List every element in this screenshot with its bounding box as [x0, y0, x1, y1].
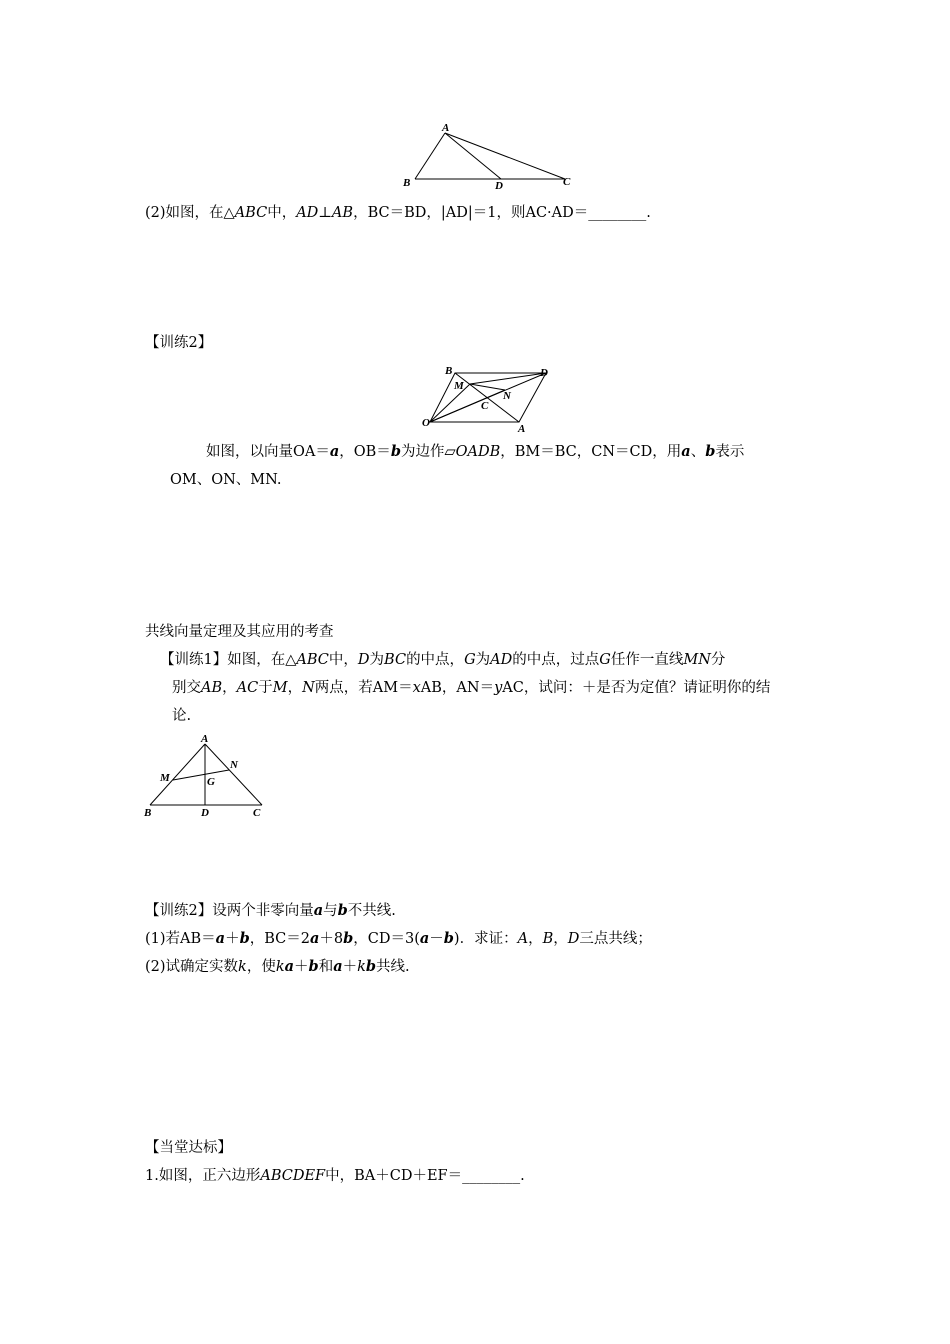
vector-b: b — [390, 443, 401, 460]
tr2b-a: a — [313, 902, 324, 919]
q2-text-3: ，BC＝BD，|AD|＝1，则AC·AD＝________. — [353, 205, 651, 221]
i1-8: 三点共线； — [579, 931, 652, 947]
train1-line1 — [160, 651, 725, 669]
i2-a2: a — [333, 958, 343, 975]
i2-4: 和 — [318, 959, 334, 975]
segment-ac — [205, 744, 262, 805]
i1-c2: ， — [553, 931, 568, 947]
item1-line — [145, 930, 652, 948]
tr1-ac: AC — [236, 680, 259, 696]
i1-a1: a — [215, 930, 226, 947]
train2-body-line1 — [206, 443, 744, 461]
i1-a3: a — [419, 930, 430, 947]
tr1-g2: G — [599, 652, 611, 668]
item2-line — [145, 958, 410, 976]
parallelogram-symbol: ▱ — [444, 444, 456, 460]
tr1-l2e: 两点，若AM＝ — [314, 680, 413, 696]
train2b-head: 【训练2】 — [145, 903, 213, 919]
tr1-l2g: AC，试问：＋是否为定值？请证明你的结 — [502, 680, 771, 696]
tr1-6: 的中点，过点 — [512, 652, 600, 668]
label-m: M — [454, 380, 464, 392]
final-2: 中，BA＋CD＋EF＝________. — [325, 1168, 525, 1184]
tr1-5: 为 — [475, 652, 491, 668]
i1-7: )．求证： — [453, 931, 518, 947]
q2-perp: AD⊥AB — [296, 205, 354, 221]
tr1-y: y — [494, 680, 503, 696]
t2-text-5: 表示 — [715, 444, 745, 460]
label-n: N — [230, 759, 238, 771]
i1-b2: b — [343, 930, 354, 947]
tr2b-b: b — [337, 902, 348, 919]
label-c: C — [253, 807, 261, 819]
label-c: C — [563, 176, 571, 188]
i2-2: ，使 — [246, 959, 276, 975]
vector-a-2: a — [681, 443, 691, 460]
segment-om — [430, 384, 470, 422]
train1-line3: 论. — [172, 708, 192, 724]
segment-on — [430, 390, 505, 422]
final-hex: ABCDEF — [260, 1168, 326, 1184]
tr1-l2f: AB，AN＝ — [420, 680, 495, 696]
segment-ad — [445, 133, 501, 179]
train1-line2 — [172, 679, 770, 697]
triangle-abc-figure — [395, 120, 585, 192]
i1-c1: ， — [528, 931, 543, 947]
label-n: N — [503, 390, 511, 402]
segment-md — [470, 373, 546, 384]
q2-abc: ABC — [234, 205, 268, 221]
i2-1: (2)试确定实数 — [145, 959, 239, 975]
tr1-ad: AD — [490, 652, 513, 668]
tr1-abc: ABC — [296, 652, 329, 668]
label-b: B — [445, 365, 453, 377]
t2-text-4: ，BM＝BC，CN＝CD，用 — [500, 444, 682, 460]
dangtang-heading: 【当堂达标】 — [145, 1140, 232, 1156]
tr1-mn: MN — [683, 652, 711, 668]
i1-D: D — [567, 931, 580, 947]
label-a: A — [518, 423, 526, 435]
tr1-l2a: 别交 — [172, 680, 201, 696]
tr1-l2b: ， — [222, 680, 237, 696]
tr2b-1: 设两个非零向量 — [212, 903, 314, 919]
tr1-g: G — [464, 652, 476, 668]
i1-2: ＋ — [225, 931, 240, 947]
i2-k2: k — [275, 959, 285, 975]
section-title: 共线向量定理及其应用的考查 — [145, 624, 334, 640]
label-g: G — [207, 776, 215, 788]
tr1-2: 中， — [328, 652, 358, 668]
i1-a2: a — [309, 930, 320, 947]
tr2b-3: 不共线. — [347, 903, 396, 919]
i2-k1: k — [238, 959, 247, 975]
tr1-l2d: ， — [287, 680, 303, 696]
tr1-4: 的中点， — [406, 652, 465, 668]
i1-1: (1)若AB＝ — [145, 931, 216, 947]
i1-A: A — [517, 931, 529, 947]
i2-3: ＋ — [294, 959, 309, 975]
train1-head: 【训练1】 — [160, 652, 228, 668]
tr1-m: M — [272, 680, 288, 696]
triangle-mn-figure — [140, 730, 270, 822]
segment-mn — [173, 770, 229, 780]
tr1-l2c: 于 — [258, 680, 273, 696]
vector-b-2: b — [705, 443, 716, 460]
q2-text-1: (2)如图，在△ — [145, 205, 235, 221]
question-2 — [145, 204, 651, 222]
t2-sep: 、 — [690, 444, 706, 460]
label-b: B — [144, 807, 152, 819]
vector-a: a — [329, 443, 340, 460]
i2-a1: a — [284, 958, 295, 975]
segment-ab — [415, 133, 445, 179]
i2-b2: b — [365, 958, 377, 975]
i2-5: ＋ — [342, 959, 358, 975]
i2-b1: b — [308, 958, 319, 975]
tr1-1: 如图，在△ — [227, 652, 297, 668]
i1-6: － — [429, 931, 444, 947]
t2-text-1: 如图，以向量OA＝ — [206, 444, 330, 460]
label-o: O — [422, 417, 430, 429]
tr1-ab: AB — [201, 680, 223, 696]
label-a: A — [201, 733, 209, 745]
train2b-line — [145, 902, 396, 920]
i1-B: B — [542, 931, 554, 947]
train2-body-line2: OM、ON、MN. — [170, 472, 282, 488]
tr1-bc: BC — [384, 652, 407, 668]
segment-ab — [150, 744, 205, 805]
parallelogram-figure — [418, 362, 588, 437]
train2-heading: 【训练2】 — [145, 335, 213, 351]
i2-6: 共线. — [376, 959, 410, 975]
label-d: D — [201, 807, 209, 819]
tr1-3: 为 — [369, 652, 385, 668]
label-a: A — [442, 122, 450, 134]
t2-oadb: OADB — [455, 444, 501, 460]
i1-4: ＋8 — [319, 931, 344, 947]
q2-text-2: 中， — [267, 205, 297, 221]
final-question — [145, 1167, 525, 1185]
t2-text-2: ，OB＝ — [339, 444, 391, 460]
tr1-7: 任作一直线 — [610, 652, 684, 668]
label-d: D — [540, 367, 548, 379]
segment-ac — [445, 133, 565, 179]
tr1-d: D — [357, 652, 370, 668]
i1-3: ，BC＝2 — [249, 931, 310, 947]
label-b: B — [403, 177, 411, 189]
i1-5: ，CD＝3( — [353, 931, 420, 947]
tr1-8: 分 — [710, 652, 726, 668]
tr2b-2: 与 — [323, 903, 338, 919]
t2-text-3: 为边作 — [400, 444, 445, 460]
i2-k3: k — [357, 959, 366, 975]
label-d: D — [495, 180, 503, 192]
i1-b3: b — [443, 930, 454, 947]
tr1-x: x — [412, 680, 421, 696]
label-c: C — [481, 400, 489, 412]
tr1-n: N — [302, 680, 315, 696]
i1-b1: b — [239, 930, 250, 947]
final-1: 1.如图，正六边形 — [145, 1168, 261, 1184]
label-m: M — [160, 772, 170, 784]
